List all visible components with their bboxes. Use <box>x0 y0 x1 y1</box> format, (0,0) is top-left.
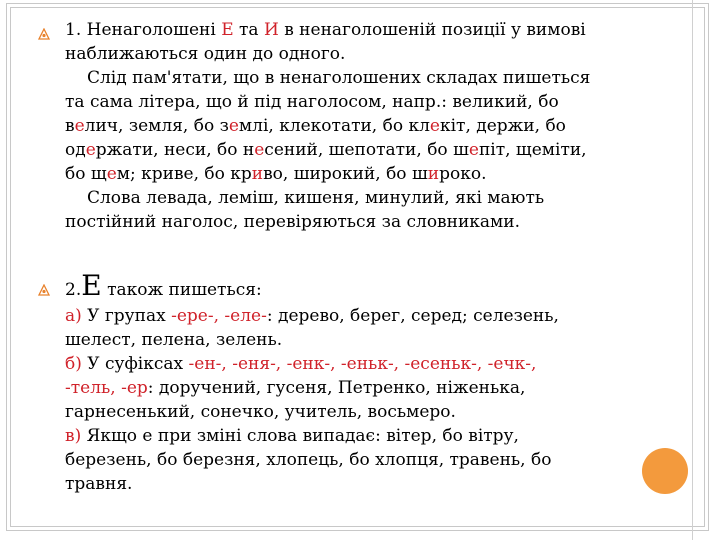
highlight-letter: е <box>106 164 117 184</box>
text: ржати, неси, бо н <box>95 140 255 160</box>
highlight-letter: И <box>263 20 279 40</box>
text: : доручений, гусеня, Петренко, ніженька, <box>147 378 526 398</box>
text: Якщо е при зміні слова випадає: вітер, бо вітру, <box>81 426 519 446</box>
text: У групах <box>81 306 172 326</box>
highlight-text: -тель, -ер <box>65 378 148 398</box>
text: млі, клекотати, бо кл <box>238 116 430 136</box>
big-letter: Е <box>81 269 102 302</box>
highlight-text: -ере-, -еле- <box>171 306 267 326</box>
text-line: шелест, пелена, зелень. <box>65 330 283 350</box>
text: во, широкий, бо ш <box>263 164 428 184</box>
text: сений, шепотати, бо ш <box>264 140 469 160</box>
text: : дерево, берег, серед; селезень, <box>266 306 559 326</box>
text: 2. <box>65 280 82 300</box>
text-line <box>65 162 687 186</box>
text: в <box>65 116 75 136</box>
text-line <box>65 269 687 304</box>
text-line: гарнесенький, сонечко, учитель, восьмеро. <box>65 402 456 422</box>
text-line <box>65 424 687 448</box>
decorative-orange-circle <box>642 448 688 494</box>
text-line: Слова левада, леміш, кишеня, минулий, які мають <box>87 188 545 208</box>
highlight-letter: е <box>468 140 479 160</box>
text-line <box>65 376 687 400</box>
list-label: а) <box>65 306 82 326</box>
right-vertical-rule <box>692 0 693 540</box>
text: роко. <box>439 164 487 184</box>
text: бо щ <box>65 164 107 184</box>
paragraph-1 <box>65 18 687 234</box>
text: в ненаголошеній позиції у вимові <box>278 20 586 40</box>
text-line <box>65 138 687 162</box>
text-line: та сама літера, що й під наголосом, напр.: великий, бо <box>65 92 559 112</box>
highlight-letter: е <box>85 140 96 160</box>
text: У суфіксах <box>81 354 189 374</box>
paragraph-2 <box>65 269 687 496</box>
text-line: березень, бо березня, хлопець, бо хлопця, травень, бо <box>65 450 552 470</box>
highlight-letter: е <box>254 140 265 160</box>
bullet-icon <box>38 284 50 296</box>
text: піт, щеміти, <box>478 140 587 160</box>
text-line: наближаються один до одного. <box>65 44 346 64</box>
highlight-letter: е <box>74 116 85 136</box>
text-line <box>65 352 687 376</box>
text: м; криве, бо кр <box>116 164 252 184</box>
text-line <box>65 18 687 42</box>
text: 1. Ненаголошені <box>65 20 222 40</box>
text-line: травня. <box>65 474 133 494</box>
list-label: б) <box>65 354 82 374</box>
text: кіт, держи, бо <box>439 116 566 136</box>
highlight-letter: и <box>251 164 264 184</box>
text: од <box>65 140 86 160</box>
highlight-text: -ен-, -еня-, -енк-, -еньк-, -есеньк-, -ечк-, <box>188 354 537 374</box>
text: та <box>233 20 264 40</box>
text: також пишеться: <box>101 280 262 300</box>
highlight-letter: и <box>427 164 440 184</box>
text-line <box>65 304 687 328</box>
highlight-letter: е <box>228 116 239 136</box>
text-line <box>65 114 687 138</box>
bullet-icon <box>38 28 50 40</box>
text-line: Слід пам'ятати, що в ненаголошених складах пишеться <box>87 68 591 88</box>
highlight-letter: Е <box>221 20 234 40</box>
text-line: постійний наголос, перевіряються за словниками. <box>65 212 520 232</box>
text: лич, земля, бо з <box>84 116 229 136</box>
highlight-letter: е <box>429 116 440 136</box>
list-label: в) <box>65 426 82 446</box>
